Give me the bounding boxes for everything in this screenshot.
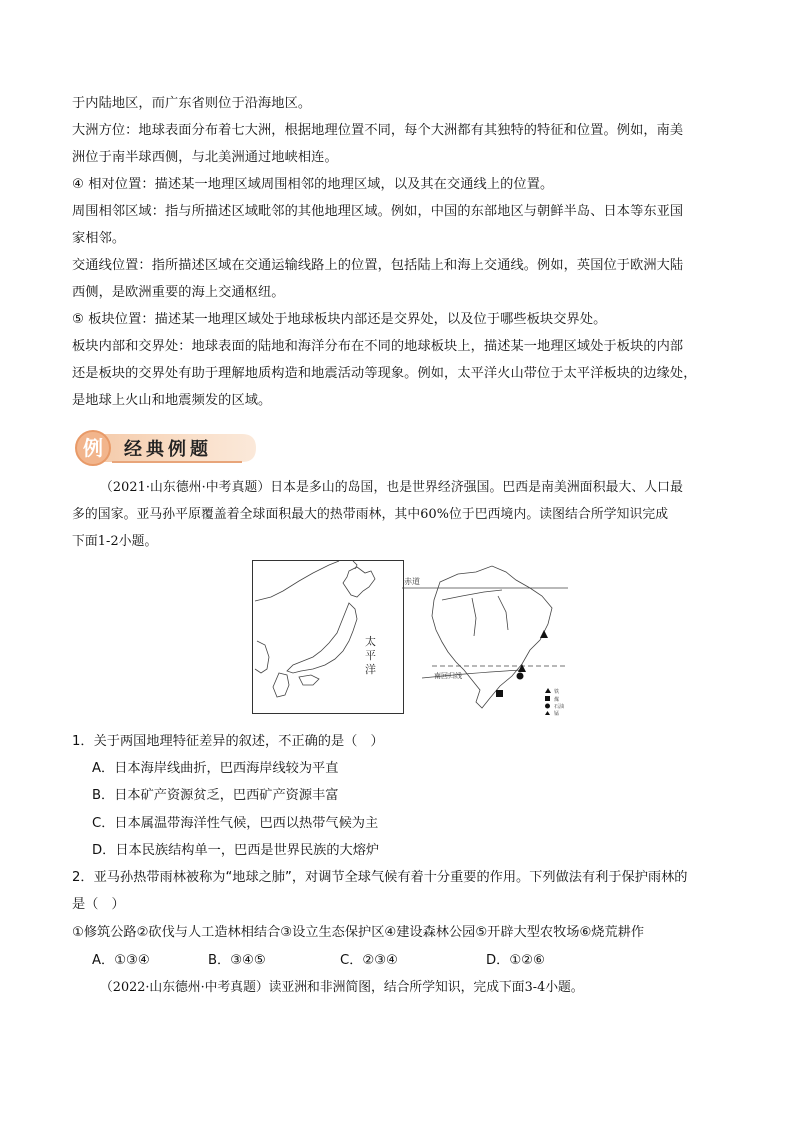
legend-label: 石油 [554, 704, 565, 710]
mainland-coast [255, 561, 339, 601]
intro-text [72, 90, 732, 414]
legend-label: 铁 [554, 689, 560, 695]
intro-line: 板块内部和交界处：地球表面的陆地和海洋分布在不同的地球板块上，描述某一地理区域处于板块的内部 [72, 339, 684, 354]
intro-line: 是地球上火山和地震频发的区域。 [72, 393, 272, 408]
intro-line: 交通线位置：指所描述区域在交通运输线路上的位置，包括陆上和海上交通线。例如，英国位于欧洲大陆 [72, 258, 684, 273]
japan-map [252, 560, 404, 714]
intro-line: 家相邻。 [72, 231, 126, 246]
question-2-stem: 2．亚马孙热带雨林被称为“地球之肺”，对调节全球气候有着十分重要的作用。下列做法有利于保护雨林的 [72, 870, 688, 885]
badge-title: 经典例题 [124, 439, 212, 460]
legend-oil-icon [545, 704, 550, 709]
honshu-outline [287, 603, 357, 673]
question-1-option[interactable]: A．日本海岸线曲折，巴西海岸线较为平直 [92, 761, 339, 776]
pacific-label: 太平洋 [365, 635, 376, 676]
example1-line: 多的国家。亚马孙平原覆盖着全球面积最大的热带雨林，其中60%位于巴西境内。读图结合所学知识完成 [72, 507, 669, 522]
river-line [498, 596, 508, 630]
question-2-option[interactable]: C．②③④ [340, 953, 398, 968]
legend-coal-icon [545, 696, 550, 701]
intro-line: ④ 相对位置：描述某一地理区域周围相邻的地理区域，以及其在交通线上的位置。 [72, 177, 554, 192]
brazil-outline [432, 566, 552, 708]
shikoku-outline [299, 675, 319, 685]
equator-label: 赤道 [404, 577, 420, 586]
hokkaido-outline [343, 567, 375, 597]
intro-line: 大洲方位：地球表面分布着七大洲，根据地理位置不同，每个大洲都有其独特的特征和位置。例如，南美 [72, 123, 684, 138]
question-1-option[interactable]: B．日本矿产资源贫乏，巴西矿产资源丰富 [92, 788, 339, 803]
legend-iron-icon [545, 688, 551, 693]
question-1-option[interactable]: C．日本属温带海洋性气候，巴西以热带气候为主 [92, 816, 379, 831]
question-2-option[interactable]: B．③④⑤ [208, 953, 266, 968]
river-line [472, 598, 476, 636]
question-2-option[interactable]: D．①②⑥ [486, 953, 545, 968]
kyushu-outline [273, 673, 289, 697]
korea-coast [255, 641, 269, 673]
iron-symbol [540, 630, 548, 638]
example1-line: （2021·山东德州·中考真题）日本是多山的岛国，也是世界经济强国。巴西是南美洲面积最大、人口最 [100, 480, 683, 495]
coal-symbol [496, 690, 503, 697]
intro-line: 于内陆地区，而广东省则位于沿海地区。 [72, 96, 312, 111]
intro-line: 还是板块的交界处有助于理解地质构造和地震活动等现象。例如，太平洋火山带位于太平洋板块的边缘处， [72, 366, 697, 381]
question-1-stem: 1．关于两国地理特征差异的叙述，不正确的是（ ） [72, 734, 384, 749]
legend-label: 锰 [554, 711, 560, 717]
oil-symbol [517, 673, 524, 680]
tropic-label: 南回归线 [434, 672, 462, 680]
question-2-stem-cont: 是（ ） [72, 897, 125, 912]
intro-line: 周围相邻区域：指与所描述区域毗邻的其他地理区域。例如，中国的东部地区与朝鲜半岛、日本等东亚国 [72, 204, 684, 219]
question-2-items: ①修筑公路②砍伐与人工造林相结合③设立生态保护区④建设森林公园⑤开辟大型农牧场⑥烧荒耕作 [72, 925, 645, 940]
legend-label: 煤 [554, 697, 560, 703]
intro-line: 西侧，是欧洲重要的海上交通枢纽。 [72, 285, 285, 300]
intro-line: 洲位于南半球西侧，与北美洲通过地峡相连。 [72, 150, 338, 165]
intro-line: ⑤ 板块位置：描述某一地理区域处于地球板块内部还是交界处，以及位于哪些板块交界处。 [72, 312, 607, 327]
question-1-option[interactable]: D．日本民族结构单一，巴西是世界民族的大熔炉 [92, 843, 380, 858]
example-icon: 例 [83, 436, 103, 460]
example1-text [72, 474, 732, 555]
example1-line: 下面1-2小题。 [72, 534, 158, 549]
legend-manganese-icon [545, 711, 550, 715]
section-badge [72, 428, 258, 468]
brazil-map [402, 552, 572, 720]
iron-symbol [518, 664, 526, 672]
question-2-option[interactable]: A．①③④ [92, 953, 150, 968]
example2-text: （2022·山东德州·中考真题）读亚洲和非洲简图，结合所学知识，完成下面3-4小题。 [100, 980, 584, 995]
